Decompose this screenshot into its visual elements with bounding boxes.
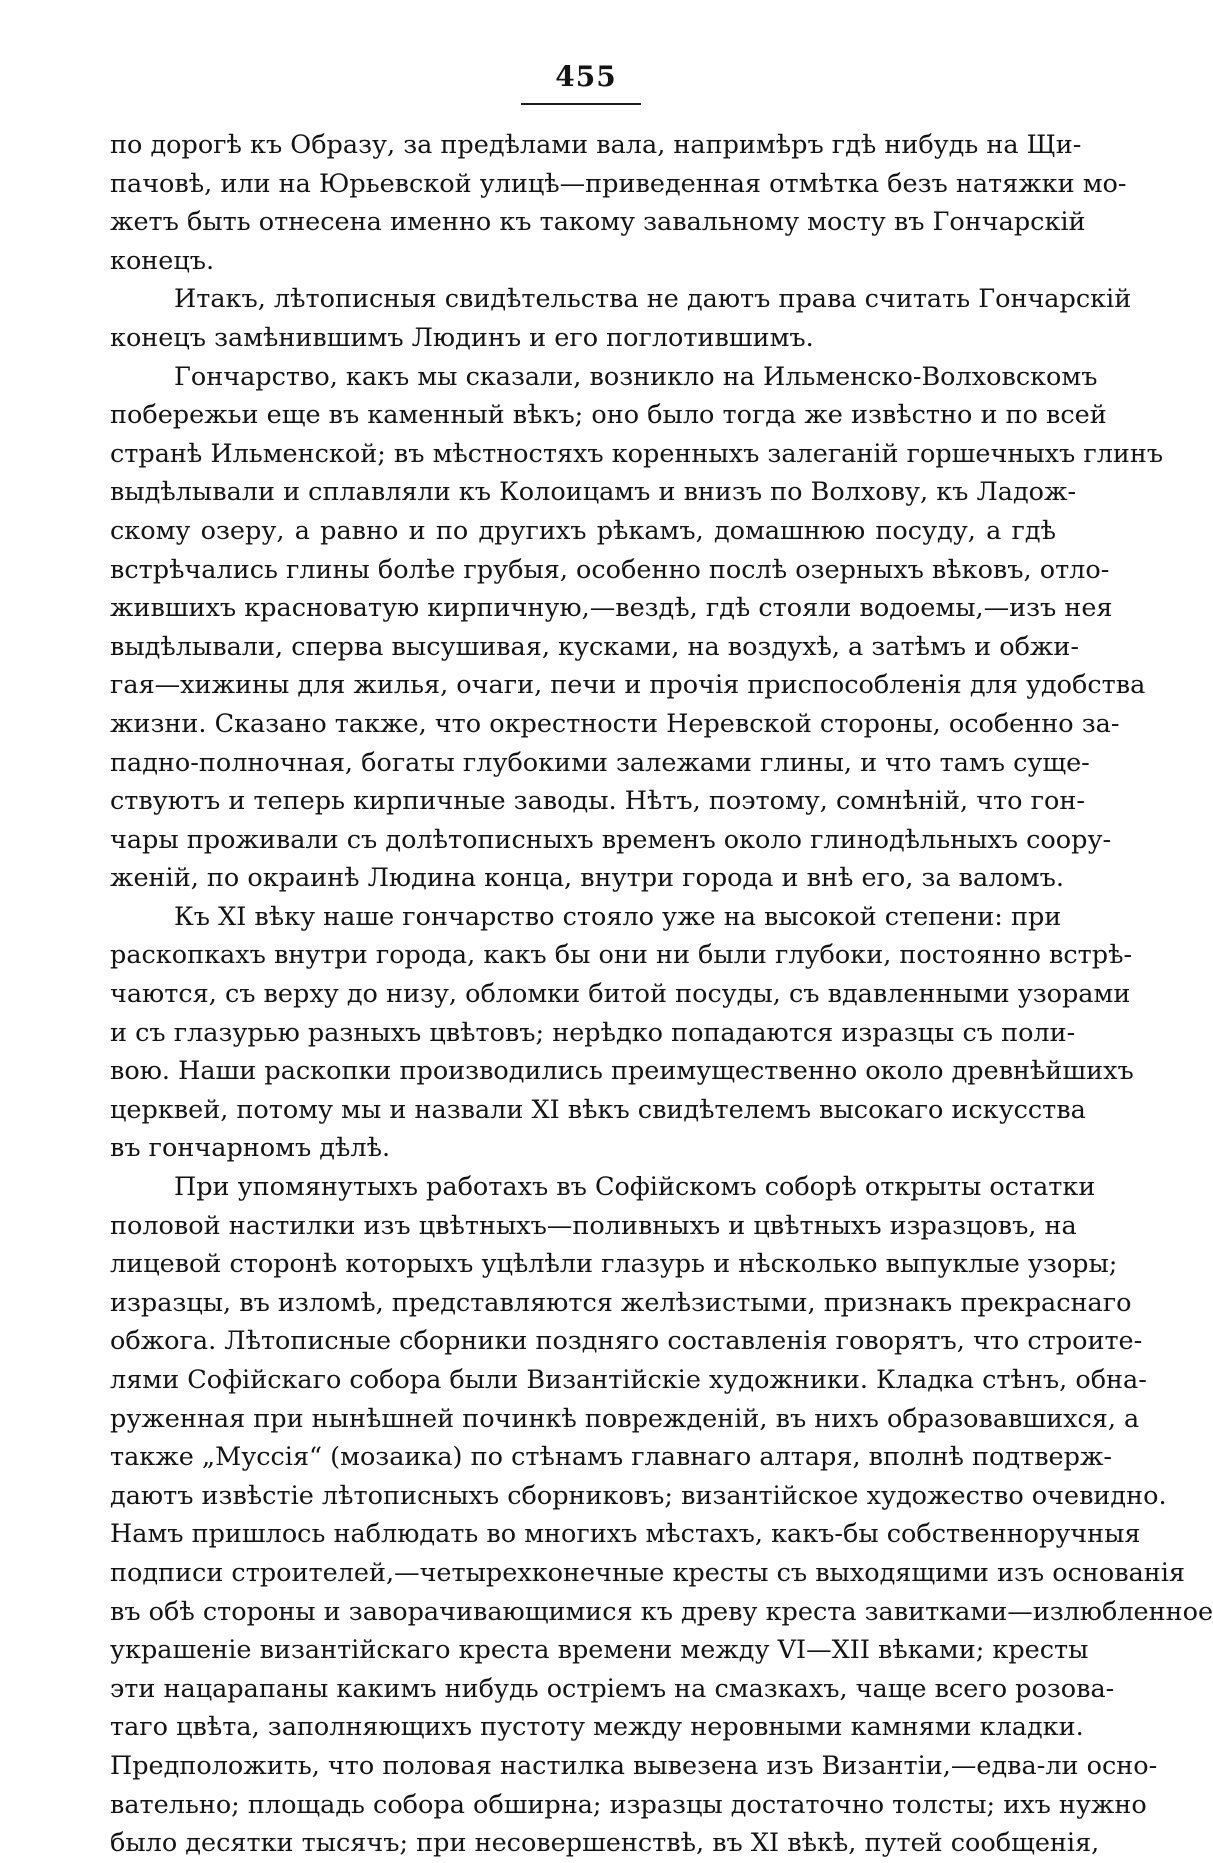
text-line: При упомянутыхъ работахъ въ Софійскомъ соборѣ открыты остатки [174,1172,1096,1203]
paragraph [110,126,1127,280]
text-line: руженная при нынѣшней починкѣ поврежденій, въ нихъ образовавшихся, а [110,1403,1140,1434]
text-line: женій, по окраинѣ Людина конца, внутри города и внѣ его, за валомъ. [110,863,1064,894]
text-line: обжога. Лѣтописные сборники поздняго составленія говорятъ, что строите- [110,1326,1143,1357]
text-line: въ обѣ стороны и заворачивающимися къ древу креста завитками—излюбленное [110,1596,1213,1627]
text-line: Гончарство, какъ мы сказали, возникло на Ильменско-Волховскомъ [174,361,1098,392]
text-line: изразцы, въ изломѣ, представляются желѣзистыми, признакъ прекраснаго [110,1287,1132,1318]
text-line: лицевой сторонѣ которыхъ уцѣлѣли глазурь и нѣсколько выпуклые узоры; [110,1249,1118,1280]
text-line: странѣ Ильменской; въ мѣстностяхъ коренныхъ залеганій горшечныхъ глинъ [110,438,1164,469]
text-line: подписи строителей,—четырехконечные кресты съ выходящими изъ основанія [110,1557,1186,1588]
text-line: Предположить, что половая настилка вывезена изъ Византіи,—едва-ли осно- [110,1750,1158,1781]
paragraph [110,1168,1213,1863]
text-line: ствуютъ и теперь кирпичные заводы. Нѣтъ, поэтому, сомнѣній, что гон- [110,786,1085,817]
text-line: таго цвѣта, заполняющихъ пустоту между неровными камнями кладки. [110,1712,1084,1743]
text-line: половой настилки изъ цвѣтныхъ—поливныхъ и цвѣтныхъ изразцовъ, на [110,1210,1077,1241]
text-line: было десятки тысячъ; при несовершенствѣ, въ XI вѣкѣ, путей сообщенія, [110,1828,1100,1859]
text-line: по дорогѣ къ Образу, за предѣлами вала, напримѣръ гдѣ нибудь на Щи- [110,130,1082,160]
paragraph [110,898,1134,1168]
paragraph [110,280,1132,357]
text-line: чаются, съ верху до низу, обломки битой посуды, съ вдавленными узорами [110,979,1131,1010]
text-line: Къ XI вѣку наше гончарство стояло уже на высокой степени: при [174,901,1062,932]
text-line: даютъ извѣстіе лѣтописныхъ сборниковъ; византійское художество очевидно. [110,1480,1167,1511]
text-line: гая—хижины для жилья, очаги, печи и прочія приспособленія для удобства [110,670,1146,701]
text-line: лями Софійскаго собора были Византійскіе художники. Кладка стѣнъ, обна- [110,1365,1147,1395]
text-line: раскопкахъ внутри города, какъ бы они ни были глубоки, постоянно встрѣ- [110,940,1133,971]
text-line: жетъ быть отнесена именно къ такому завальному мосту въ Гончарскій [110,207,1086,238]
text-line: побережьи еще въ каменный вѣкъ; оно было тогда же извѣстно и по всей [110,400,1107,431]
text-line: и съ глазурью разныхъ цвѣтовъ; нерѣдко попадаются изразцы съ поли- [110,1017,1076,1048]
paragraph [110,358,1164,898]
text-line: украшеніе византійскаго креста времени между VI—XII вѣками; кресты [110,1635,1089,1666]
text-line: вательно; площадь собора обширна; изразцы достаточно толсты; ихъ нужно [110,1789,1147,1820]
text-line: церквей, потому мы и назвали XI вѣкъ свидѣтелемъ высокаго искусства [110,1094,1086,1125]
text-line: конецъ замѣнившимъ Людинъ и его поглотившимъ. [110,322,814,353]
text-line: падно-полночная, богаты глубокими залежами глины, и что тамъ суще- [110,747,1090,778]
text-line: жившихъ красноватую кирпичную,—вездѣ, гдѣ стояли водоемы,—изъ нея [110,593,1113,624]
text-line: пачовѣ, или на Юрьевской улицѣ—приведенная отмѣтка безъ натяжки мо- [110,168,1127,199]
text-line: эти нацарапаны какимъ нибудь остріемъ на смазкахъ, чаще всего розова- [110,1673,1115,1704]
text-line: встрѣчались глины болѣе грубыя, особенно послѣ озерныхъ вѣковъ, отло- [110,554,1110,585]
text-line: выдѣлывали, сперва высушивая, кусками, на воздухѣ, а затѣмъ и обжи- [110,631,1079,662]
text-line: Намъ пришлось наблюдать во многихъ мѣстахъ, какъ-бы собственноручныя [110,1519,1141,1550]
text-line: жизни. Сказано также, что окрестности Неревской стороны, особенно за- [110,708,1120,739]
text-line: вою. Наши раскопки производились преимущественно около древнѣйшихъ [110,1056,1134,1087]
text-line: скому озеру, а равно и по другихъ рѣкамъ, домашнюю посуду, а гдѣ [110,515,1056,546]
page-number-rule [521,103,641,105]
text-line: выдѣлывали и сплавляли къ Колоицамъ и внизъ по Волхову, къ Ладож- [110,477,1077,508]
text-line: въ гончарномъ дѣлѣ. [110,1133,391,1164]
text-line: также „Муссія“ (мозаика) по стѣнамъ главнаго алтаря, вполнѣ подтверж- [110,1442,1113,1473]
text-line: Итакъ, лѣтописныя свидѣтельства не даютъ права считать Гончарскій [174,284,1132,315]
body-text [110,126,1213,1863]
text-line: чары проживали съ долѣтописныхъ временъ около глинодѣльныхъ соору- [110,824,1112,855]
text-line: конецъ. [110,245,215,276]
page-number: 455 [555,60,617,93]
